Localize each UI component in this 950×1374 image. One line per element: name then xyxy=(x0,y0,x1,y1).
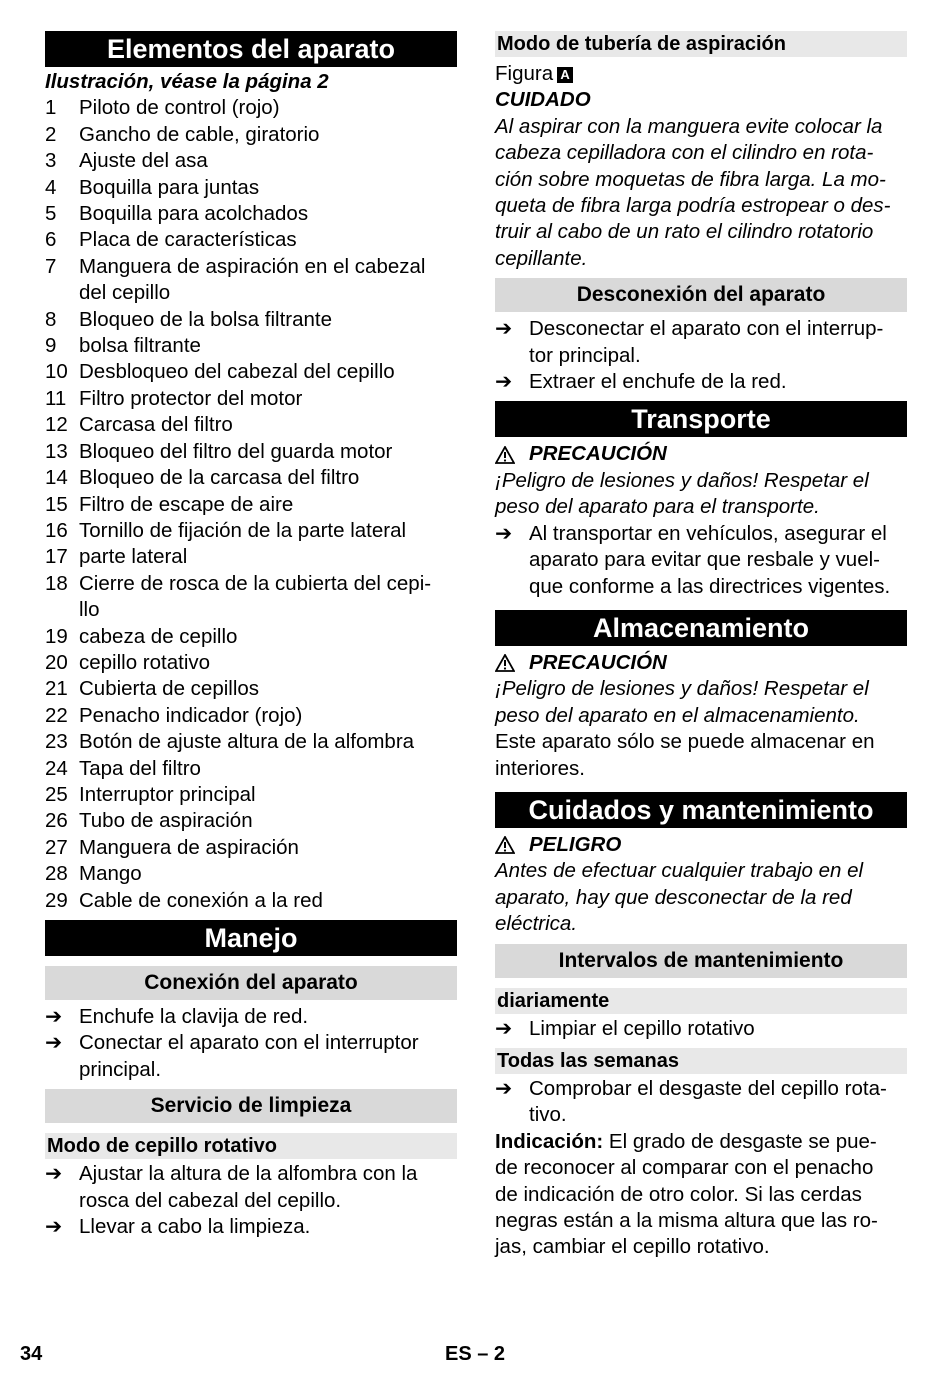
part-item xyxy=(45,254,457,280)
part-label: Filtro de escape de aire xyxy=(79,492,294,516)
part-item xyxy=(45,359,457,385)
part-label: Mango xyxy=(79,862,142,886)
almacen-note xyxy=(495,729,907,782)
caution-line: cabeza cepilladora con el cilindro en rota- xyxy=(495,141,874,165)
part-number: 12 xyxy=(45,413,68,437)
illustration-reference: Ilustración, véase la página 2 xyxy=(45,70,329,93)
part-number: 4 xyxy=(45,175,57,199)
subsection-title-desconexion: Desconexión del aparato xyxy=(495,278,907,312)
part-label: cepillo rotativo xyxy=(79,650,211,674)
part-label: Piloto de control (rojo) xyxy=(79,96,280,120)
part-item xyxy=(45,465,457,491)
part-item xyxy=(45,95,457,121)
part-number: 13 xyxy=(45,439,68,463)
note-line: Este aparato sólo se puede almacenar en xyxy=(495,730,875,754)
part-item xyxy=(45,624,457,650)
figure-reference xyxy=(495,61,907,87)
warning-line: Antes de efectuar cualquier trabajo en el xyxy=(495,859,864,883)
step-text: Conectar el aparato con el interruptor xyxy=(79,1031,419,1055)
indicacion-line: de reconocer al comparar con el penacho xyxy=(495,1156,874,1180)
subsection-title-conexion: Conexión del aparato xyxy=(45,966,457,1000)
arrow-bullet-icon: ➔ xyxy=(495,1016,513,1040)
part-number: 7 xyxy=(45,254,57,278)
subsection-title-intervalos: Intervalos de mantenimiento xyxy=(495,944,907,978)
indicacion-line: de indicación de otro color. Si las cerdas xyxy=(495,1182,862,1206)
part-item xyxy=(45,703,457,729)
caution-line: cepillante. xyxy=(495,246,588,270)
part-label: Bloqueo de la carcasa del filtro xyxy=(79,466,360,490)
part-item xyxy=(45,227,457,253)
part-item xyxy=(45,492,457,518)
part-number: 20 xyxy=(45,650,68,674)
transporte-warning-label: PRECAUCIÓN xyxy=(529,442,667,466)
warning-line: ¡Peligro de lesiones y daños! Respetar el xyxy=(495,468,869,492)
part-number: 10 xyxy=(45,360,68,384)
almacen-text xyxy=(495,676,907,729)
diariamente-step xyxy=(495,1016,907,1042)
caution-line: ción sobre moquetas de fibra larga. La mo- xyxy=(495,167,886,191)
part-item xyxy=(45,571,457,597)
heading-modo-cepillo: Modo de cepillo rotativo xyxy=(45,1133,457,1159)
step-text: Ajustar la altura de la alfombra con la xyxy=(79,1162,418,1186)
step-item xyxy=(495,316,907,342)
caution-line: Al aspirar con la manguera evite colocar la xyxy=(495,114,883,138)
part-number: 29 xyxy=(45,888,68,912)
part-label: Manguera de aspiración en el cabezal xyxy=(79,254,426,278)
step-text: Llevar a cabo la limpieza. xyxy=(79,1215,311,1239)
part-label: Cierre de rosca de la cubierta del cepi- xyxy=(79,571,432,595)
step-text-continued: principal. xyxy=(79,1057,162,1081)
modo-cepillo-steps xyxy=(45,1161,457,1240)
part-item xyxy=(45,175,457,201)
section-title-cuidados: Cuidados y mantenimiento xyxy=(495,792,907,828)
figure-label: Figura xyxy=(495,62,554,85)
part-number: 3 xyxy=(45,149,57,173)
part-number: 24 xyxy=(45,756,68,780)
step-text-continued: que conforme a las directrices vigentes. xyxy=(529,574,891,598)
almacen-warning xyxy=(495,650,907,676)
section-title-elementos: Elementos del aparato xyxy=(45,31,457,67)
part-label: Tornillo de fijación de la parte lateral xyxy=(79,518,407,542)
figure-letter-badge: A xyxy=(557,67,573,83)
part-item xyxy=(45,729,457,755)
part-item xyxy=(45,148,457,174)
arrow-bullet-icon: ➔ xyxy=(495,317,513,341)
part-number: 1 xyxy=(45,96,57,120)
part-label: Gancho de cable, giratorio xyxy=(79,122,320,146)
part-label: Tapa del filtro xyxy=(79,756,201,780)
section-title-almacenamiento: Almacenamiento xyxy=(495,610,907,646)
part-item xyxy=(45,412,457,438)
step-text-continued: tor principal. xyxy=(529,343,641,367)
warning-triangle-icon xyxy=(495,654,529,672)
cuidados-text xyxy=(495,858,907,937)
semanas-step xyxy=(495,1076,907,1129)
part-number: 14 xyxy=(45,466,68,490)
caution-line: queta de fibra larga podría estropear o des- xyxy=(495,194,891,218)
part-label: Bloqueo de la bolsa filtrante xyxy=(79,307,333,331)
step-text: Enchufe la clavija de red. xyxy=(79,1005,309,1028)
subsection-title-servicio: Servicio de limpieza xyxy=(45,1089,457,1123)
part-item xyxy=(45,439,457,465)
indicacion-text xyxy=(495,1155,907,1261)
part-label: Boquilla para acolchados xyxy=(79,202,309,226)
part-item xyxy=(45,307,457,333)
step-item xyxy=(45,1030,457,1056)
part-number: 26 xyxy=(45,809,68,833)
caution-text xyxy=(495,114,907,272)
part-label: Filtro protector del motor xyxy=(79,386,303,410)
part-item xyxy=(45,782,457,808)
step-item xyxy=(45,1214,457,1240)
part-item xyxy=(45,386,457,412)
arrow-bullet-icon: ➔ xyxy=(495,1076,513,1100)
step-item xyxy=(495,369,907,395)
step-text: Desconectar el aparato con el interrup- xyxy=(529,317,884,341)
heading-diariamente: diariamente xyxy=(495,988,907,1014)
indicacion-line: jas, cambiar el cepillo rotativo. xyxy=(495,1235,770,1259)
step-text-continued: aparato para evitar que resbale y vuel- xyxy=(529,548,880,572)
part-number: 27 xyxy=(45,835,68,859)
part-number: 11 xyxy=(45,386,67,410)
part-label: Cubierta de cepillos xyxy=(79,677,260,701)
part-label: Cable de conexión a la red xyxy=(79,888,323,912)
part-item xyxy=(45,544,457,570)
part-number: 28 xyxy=(45,862,68,886)
arrow-bullet-icon: ➔ xyxy=(45,1005,63,1028)
section-title-transporte: Transporte xyxy=(495,401,907,437)
footer-language-page: ES – 2 xyxy=(445,1343,506,1365)
section-title-manejo: Manejo xyxy=(45,920,457,956)
part-number: 6 xyxy=(45,228,57,252)
indicacion-first-text: El grado de desgaste se pue- xyxy=(603,1129,877,1153)
step-text: Comprobar el desgaste del cepillo rota- xyxy=(529,1076,887,1100)
transporte-steps xyxy=(495,521,907,600)
part-number: 19 xyxy=(45,624,68,648)
part-number: 21 xyxy=(45,677,68,701)
part-number: 22 xyxy=(45,703,68,727)
arrow-bullet-icon: ➔ xyxy=(45,1215,63,1239)
warning-line: ¡Peligro de lesiones y daños! Respetar el xyxy=(495,677,869,701)
step-item xyxy=(45,1161,457,1187)
diariamente-step-text: Limpiar el cepillo rotativo xyxy=(529,1016,755,1040)
part-label: Botón de ajuste altura de la alfombra xyxy=(79,730,415,754)
part-number: 17 xyxy=(45,545,68,569)
part-label: bolsa filtrante xyxy=(79,334,201,358)
warning-line: peso del aparato en el almacenamiento. xyxy=(495,703,860,727)
part-item xyxy=(45,201,457,227)
part-number: 2 xyxy=(45,122,57,146)
heading-modo-tuberia: Modo de tubería de aspiración xyxy=(495,31,907,57)
part-label: Placa de características xyxy=(79,228,297,252)
part-item xyxy=(45,518,457,544)
step-text: Al transportar en vehículos, asegurar el xyxy=(529,521,887,545)
part-item xyxy=(45,835,457,861)
part-number: 23 xyxy=(45,730,68,754)
part-number: 8 xyxy=(45,307,57,331)
conexion-steps xyxy=(45,1004,457,1083)
warning-line: peso del aparato para el transporte. xyxy=(495,495,820,519)
part-label: Interruptor principal xyxy=(79,782,256,806)
transporte-text xyxy=(495,468,907,521)
part-number: 15 xyxy=(45,492,68,516)
part-label: Penacho indicador (rojo) xyxy=(79,703,303,727)
step-text-continued: rosca del cabezal del cepillo. xyxy=(79,1188,342,1212)
part-item xyxy=(45,888,457,914)
part-label: Boquilla para juntas xyxy=(79,175,260,199)
part-number: 9 xyxy=(45,334,57,358)
part-number: 16 xyxy=(45,518,68,542)
part-label: parte lateral xyxy=(79,545,188,569)
part-label-continued: del cepillo xyxy=(79,281,171,305)
right-column xyxy=(495,31,907,1261)
arrow-bullet-icon: ➔ xyxy=(45,1162,63,1186)
parts-list xyxy=(45,95,457,914)
left-column xyxy=(45,31,457,1240)
part-label: Desbloqueo del cabezal del cepillo xyxy=(79,360,395,384)
caution-label: CUIDADO xyxy=(495,88,591,112)
part-item xyxy=(45,676,457,702)
indicacion-first-line xyxy=(495,1129,907,1155)
part-label: Bloqueo del filtro del guarda motor xyxy=(79,439,393,463)
heading-todas-las-semanas: Todas las semanas xyxy=(495,1048,907,1074)
warning-triangle-icon xyxy=(495,836,529,854)
part-item xyxy=(45,333,457,359)
part-label: Ajuste del asa xyxy=(79,149,208,173)
part-number: 18 xyxy=(45,571,68,595)
part-label: Carcasa del filtro xyxy=(79,413,233,437)
part-number: 5 xyxy=(45,202,57,226)
warning-line: aparato, hay que desconectar de la red xyxy=(495,885,852,909)
step-item xyxy=(495,1076,907,1102)
part-item xyxy=(45,756,457,782)
footer-page-number: 34 xyxy=(20,1343,43,1365)
indicacion-label: Indicación: xyxy=(495,1129,604,1153)
arrow-bullet-icon: ➔ xyxy=(495,521,513,545)
part-item xyxy=(45,122,457,148)
part-label: Manguera de aspiración xyxy=(79,835,299,859)
part-number: 25 xyxy=(45,782,68,806)
almacen-warning-label: PRECAUCIÓN xyxy=(529,650,667,674)
arrow-bullet-icon: ➔ xyxy=(495,370,513,394)
step-text: Extraer el enchufe de la red. xyxy=(529,370,787,394)
arrow-bullet-icon: ➔ xyxy=(45,1031,63,1055)
part-item xyxy=(45,808,457,834)
cuidados-warning xyxy=(495,832,907,858)
part-label-continued: llo xyxy=(79,598,100,622)
part-item xyxy=(45,861,457,887)
step-item xyxy=(495,521,907,547)
transporte-warning xyxy=(495,441,907,467)
step-item xyxy=(45,1004,457,1030)
note-line: interiores. xyxy=(495,756,586,780)
desconexion-steps xyxy=(495,316,907,395)
part-label: cabeza de cepillo xyxy=(79,624,238,648)
caution-line: truir al cabo de un rato el cilindro rotatorio xyxy=(495,220,874,244)
part-item xyxy=(45,650,457,676)
step-text-continued: tivo. xyxy=(529,1103,567,1127)
cuidados-warning-label: PELIGRO xyxy=(529,832,622,856)
warning-line: eléctrica. xyxy=(495,912,578,936)
indicacion-line: negras están a la misma altura que las ro- xyxy=(495,1209,878,1232)
part-label: Tubo de aspiración xyxy=(79,809,253,833)
warning-triangle-icon xyxy=(495,446,529,464)
